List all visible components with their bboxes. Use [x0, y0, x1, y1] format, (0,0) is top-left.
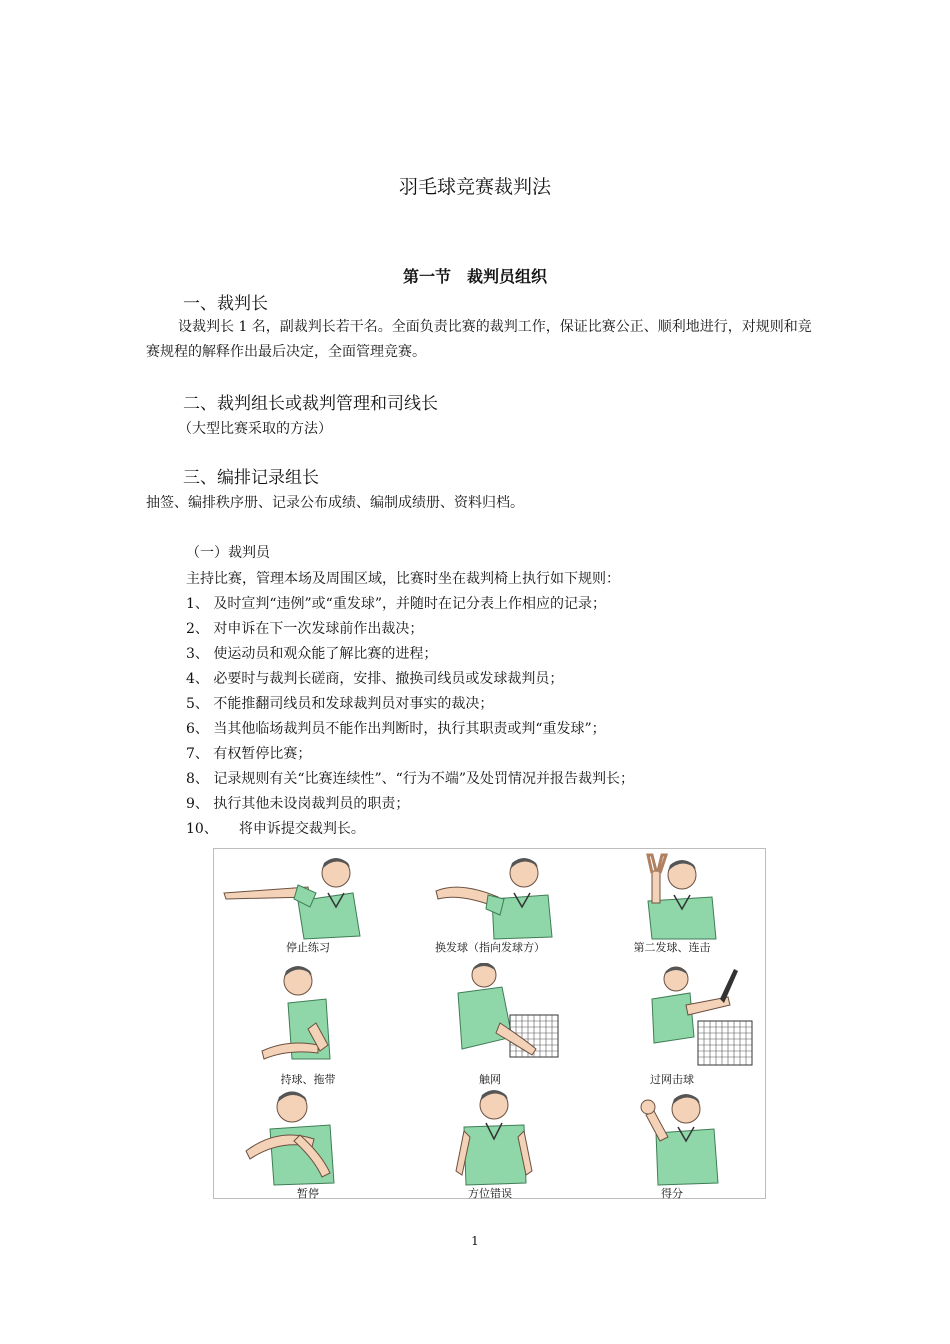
signal-point-scored	[582, 1085, 762, 1200]
group-note: （大型比赛采取的方法）	[178, 421, 332, 437]
umpire-heading: （一）裁判员	[186, 545, 270, 561]
signal-caption: 持球、拖带	[280, 1073, 336, 1086]
signal-point-scored-illustration	[582, 1085, 762, 1195]
group-heading: 二、裁判组长或裁判管理和司线长	[183, 394, 438, 414]
umpire-intro: 主持比赛，管理本场及周围区域，比赛时坐在裁判椅上执行如下规则：	[186, 571, 620, 587]
signal-second-serve-illustration	[582, 851, 762, 951]
signal-wrong-position-illustration	[400, 1085, 580, 1195]
list-item: 1、 及时宣判“违例”或“重发球”，并随时在记分表上作相应的记录；	[186, 596, 606, 612]
signal-carry-illustration	[218, 963, 398, 1073]
signal-stop-practice-illustration	[218, 851, 398, 951]
list-item: 5、 不能推翻司线员和发球裁判员对事实的裁决；	[186, 696, 494, 712]
list-item: 7、 有权暂停比赛；	[186, 746, 312, 762]
record-heading: 三、编排记录组长	[183, 468, 319, 488]
signal-service-over-illustration	[400, 851, 580, 951]
record-text: 抽签、编排秩序册、记录公布成绩、编制成绩册、资料归档。	[146, 495, 524, 511]
signal-caption: 得分	[661, 1187, 683, 1200]
signal-caption: 方位错误	[468, 1187, 512, 1200]
signal-caption: 停止练习	[286, 941, 330, 954]
signal-caption: 第二发球、连击	[633, 941, 711, 954]
signal-suspend	[218, 1085, 398, 1200]
signal-caption: 触网	[479, 1073, 501, 1086]
list-item: 2、 对申诉在下一次发球前作出裁决；	[186, 621, 424, 637]
list-item: 3、 使运动员和观众能了解比赛的进程；	[186, 646, 438, 662]
signal-over-net-illustration	[582, 963, 762, 1073]
umpire-signals-figure	[213, 848, 766, 1199]
list-item: 8、 记录规则有关“比赛连续性”、“行为不端”及处罚情况并报告裁判长；	[186, 771, 634, 787]
list-item: 9、 执行其他未设岗裁判员的职责；	[186, 796, 410, 812]
signal-stop-practice	[218, 851, 398, 963]
signal-caption: 过网击球	[650, 1073, 694, 1086]
signal-wrong-position	[400, 1085, 580, 1200]
signal-net-touch-illustration	[400, 963, 580, 1073]
page-number: 1	[471, 1234, 479, 1248]
document-title: 羽毛球竞赛裁判法	[398, 176, 551, 198]
signal-net-touch	[400, 963, 580, 1086]
section-title: 第一节 裁判员组织	[402, 267, 547, 286]
list-item: 6、 当其他临场裁判员不能作出判断时，执行其职责或判“重发球”；	[186, 721, 606, 737]
chief-paragraph: 设裁判长 1 名，副裁判长若干名。全面负责比赛的裁判工作，保证比赛公正、顺利地进行，对规则和竞赛规程的解释作出最后决定，全面管理竞赛。	[146, 319, 812, 360]
signal-caption: 换发球（指向发球方）	[435, 941, 545, 954]
list-item: 4、 必要时与裁判长磋商，安排、撤换司线员或发球裁判员；	[186, 671, 564, 687]
chief-heading: 一、裁判长	[183, 294, 268, 314]
signal-carry	[218, 963, 398, 1086]
signal-caption: 暂停	[297, 1187, 319, 1200]
signal-second-serve	[582, 851, 762, 963]
signal-service-over	[400, 851, 580, 963]
signal-over-net	[582, 963, 762, 1086]
list-item: 10、 将申诉提交裁判长。	[186, 821, 365, 837]
signal-suspend-illustration	[218, 1085, 398, 1195]
